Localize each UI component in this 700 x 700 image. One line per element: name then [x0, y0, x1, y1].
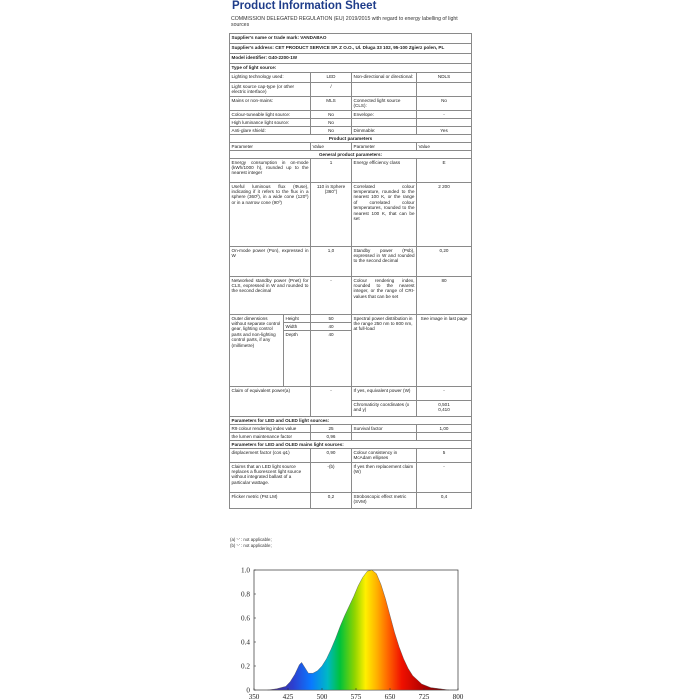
x-tick-label: 725	[418, 693, 430, 700]
general-param-value-2: 2 200	[417, 183, 472, 247]
general-param-value-2: 0,20	[417, 247, 472, 277]
table-row	[230, 83, 472, 97]
type-param-label: Mains or non-mains:	[230, 97, 311, 111]
general-param-value: 1	[311, 159, 352, 183]
table-row	[230, 441, 472, 449]
led-param-label: R9 colour rendering index value	[230, 425, 311, 433]
type-param-label: Light source cap-type (or other electric interface)	[230, 83, 311, 97]
table-row	[230, 159, 472, 183]
type-param-value: /	[311, 83, 352, 97]
table-row	[230, 493, 472, 509]
led-param-value: 25	[311, 425, 352, 433]
height-label: Height	[284, 315, 311, 323]
x-tick-label: 800	[452, 693, 464, 700]
sheet-title: Product Information Sheet	[232, 0, 377, 12]
footnote-a: (a) '-' : not applicable;	[230, 537, 272, 542]
table-row	[230, 425, 472, 433]
general-param-value-2: E	[417, 159, 472, 183]
model-identifier: Model identifier: G40-2200-1W	[230, 54, 472, 64]
table-row	[230, 97, 472, 111]
mains-param-label: Claims that an LED light source replaces a fluorescent light source without integrated ballast of a particular wattage.	[230, 463, 311, 493]
table-row	[230, 64, 472, 73]
equivalent-power-value: -	[311, 387, 352, 417]
x-tick-label: 425	[282, 693, 294, 700]
type-param-label: Lighting technology used:	[230, 73, 311, 83]
general-param-value-2: 80	[417, 277, 472, 315]
x-tick-label: 650	[384, 693, 396, 700]
table-row	[230, 119, 472, 127]
general-param-label: Networked standby power (Pnet) for CLS, expressed in W and rounded to the second decimal	[230, 277, 311, 315]
type-param-label-2	[352, 83, 417, 97]
table-row	[230, 73, 472, 83]
table-row	[230, 463, 472, 493]
led-param-value: 0,96	[311, 433, 352, 441]
led-param-label-2: Survival factor	[352, 425, 417, 433]
general-param-value: 110 in Sphere (360°)	[311, 183, 352, 247]
product-parameters-heading: Product parameters	[230, 135, 472, 143]
supplier-address: Supplier's address: CET PRODUCT SERVICE SP. Z O.O., Ul. Dluga 33 102, 95-100 Zgierz polen, PL	[230, 44, 472, 54]
mains-param-value-2: -	[417, 463, 472, 493]
led-param-value-2	[417, 433, 472, 441]
type-param-value-2: -	[417, 111, 472, 119]
general-param-label-2: Standby power (Psb), expressed in W and rounded to the second decimal	[352, 247, 417, 277]
y-tick-label: 0.8	[241, 590, 250, 599]
table-row	[230, 433, 472, 441]
table-row	[230, 449, 472, 463]
spd-value: See image in last page	[417, 315, 472, 387]
width-label: Width	[284, 323, 311, 331]
parameters-table	[229, 33, 472, 509]
type-param-value-2: No	[417, 97, 472, 111]
chromaticity-label: Chromaticity coordinates (x and y)	[352, 401, 417, 417]
y-tick-label: 0.4	[241, 638, 250, 647]
led-param-label: the lumen maintenance factor	[230, 433, 311, 441]
mains-heading: Parameters for LED and OLED mains light sources:	[230, 441, 472, 449]
supplier-name: Supplier's name or trade mark: VANDABAO	[230, 34, 472, 44]
table-row	[230, 54, 472, 64]
footnotes	[230, 536, 470, 550]
type-param-value-2	[417, 119, 472, 127]
type-param-label: High luminance light source:	[230, 119, 311, 127]
y-tick-label: 0.6	[241, 614, 250, 623]
table-row	[230, 151, 472, 159]
table-row	[230, 135, 472, 143]
equivalent-power-w-value: -	[417, 387, 472, 401]
mains-param-value-2: 5	[417, 449, 472, 463]
led-param-value-2: 1,00	[417, 425, 472, 433]
type-param-value: No	[311, 119, 352, 127]
col-parameter-2: Parameter	[352, 143, 417, 151]
footnote-b: (b) '-' : not applicable;	[230, 543, 272, 548]
table-row	[230, 183, 472, 247]
spd-label: Spectral power distribution in the range 250 nm to 800 nm, at full-load	[352, 315, 417, 387]
mains-param-label-2: Colour consistency in McAdam ellipses	[352, 449, 417, 463]
mains-param-label-2: If yes then replacement claim (W)	[352, 463, 417, 493]
dimensions-label: Outer dimensions without separate control gear, lighting control parts and non-lighting control parts, if any (millimetre)	[230, 315, 284, 387]
table-row	[230, 315, 472, 323]
type-param-label: Colour-tuneable light source:	[230, 111, 311, 119]
equivalent-power-w-label: If yes, equivalent power (W)	[352, 387, 417, 401]
type-param-label-2: Envelope:	[352, 111, 417, 119]
general-param-value: 1,0	[311, 247, 352, 277]
depth-value: 40	[311, 331, 352, 387]
general-param-label: On-mode power (Pon), expressed in W	[230, 247, 311, 277]
col-value-2: Value	[417, 143, 472, 151]
regulation-subtitle: COMMISSION DELEGATED REGULATION (EU) 2019/2015 with regard to energy labelling of light sources	[231, 16, 458, 28]
type-param-value-2: NDLS	[417, 73, 472, 83]
table-row	[230, 277, 472, 315]
type-param-value-2	[417, 83, 472, 97]
table-row	[230, 143, 472, 151]
type-param-value: LED	[311, 73, 352, 83]
mains-param-label-2: Stroboscopic effect metric (SVM)	[352, 493, 417, 509]
depth-label: Depth	[284, 331, 311, 387]
height-value: 50	[311, 315, 352, 323]
type-heading: Type of light source:	[230, 64, 472, 73]
mains-param-value-2: 0,4	[417, 493, 472, 509]
general-param-label-2: Correlated colour temperature, rounded to the nearest 100 K, or the range of correlated colour temperatures, rounded to the nearest 100 K, that can be set	[352, 183, 417, 247]
mains-param-value: 0,90	[311, 449, 352, 463]
general-heading: General product parameters:	[230, 151, 472, 159]
mains-param-value: -(b)	[311, 463, 352, 493]
table-row	[230, 247, 472, 277]
led-param-label-2	[352, 433, 417, 441]
type-param-label-2: Non-directional or directional:	[352, 73, 417, 83]
mains-param-value: 0,2	[311, 493, 352, 509]
general-param-value: -	[311, 277, 352, 315]
type-param-value: No	[311, 111, 352, 119]
type-param-value: No	[311, 127, 352, 135]
table-row	[230, 127, 472, 135]
table-row	[230, 44, 472, 54]
general-param-label-2: Energy efficiency class	[352, 159, 417, 183]
general-param-label: Useful luminous flux (Φuse), indicating if it refers to the flux in a sphere (360º), in a wide cone (120º) or in a narrow cone (90º)	[230, 183, 311, 247]
general-param-label: Energy consumption in on-mode (kWh/1000 h), rounded up to the nearest integer	[230, 159, 311, 183]
y-tick-label: 1.0	[241, 566, 250, 575]
col-parameter: Parameter	[230, 143, 311, 151]
table-row	[230, 387, 472, 401]
width-value: 40	[311, 323, 352, 331]
spectral-power-distribution-chart	[226, 557, 472, 700]
general-param-label-2: Colour rendering index, rounded to the nearest integer, or the range of CRI-values that can be set	[352, 277, 417, 315]
mains-param-label: displacement factor (cos φ1)	[230, 449, 311, 463]
type-param-value-2: Yes	[417, 127, 472, 135]
table-row	[230, 34, 472, 44]
type-param-label-2	[352, 119, 417, 127]
table-row	[230, 417, 472, 425]
x-tick-label: 575	[350, 693, 362, 700]
type-param-label: Anti-glare shield:	[230, 127, 311, 135]
mains-param-label: Flicker metric (Pst LM)	[230, 493, 311, 509]
chromaticity-value: 0,501 0,410	[417, 401, 472, 417]
col-value: Value	[311, 143, 352, 151]
table-row	[230, 111, 472, 119]
type-param-label-2: Dimmable:	[352, 127, 417, 135]
x-tick-label: 350	[248, 693, 260, 700]
y-tick-label: 0	[246, 686, 250, 695]
led-heading: Parameters for LED and OLED light sources:	[230, 417, 472, 425]
x-tick-label: 500	[316, 693, 328, 700]
type-param-label-2: Connected light source (CLS):	[352, 97, 417, 111]
type-param-value: MLS	[311, 97, 352, 111]
y-tick-label: 0.2	[241, 662, 250, 671]
equivalent-power-label: Claim of equivalent power(a)	[230, 387, 311, 417]
